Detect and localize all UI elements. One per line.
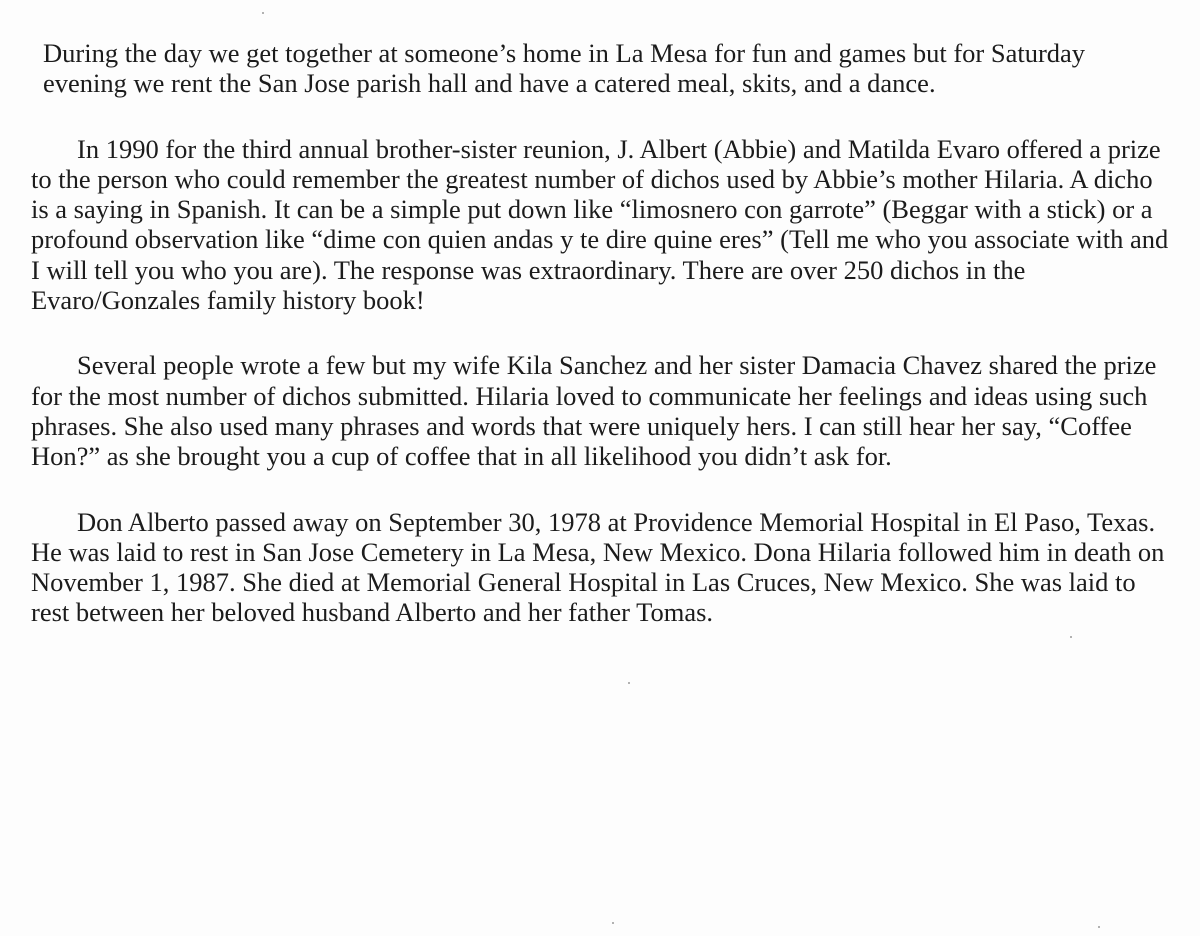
scan-speck: [1098, 926, 1100, 928]
paragraph-passing: Don Alberto passed away on September 30, 1978 at Providence Memorial Hospital in El Paso, Texas. He was laid to rest in San Jose Cemetery in La Mesa, New Mexico. Dona Hilaria followed him in death on November 1, 1987. She died at Memorial General Hospital in Las Cruces, New Mexico. She was laid to rest between her beloved husband Alberto and her father Tomas.: [31, 506, 1165, 628]
paragraph-reunion-activities: During the day we get together at someone’s home in La Mesa for fun and games but for Saturday evening we rent the San Jose parish hall and have a catered meal, skits, and a dance.: [43, 38, 1086, 99]
paragraph-dichos-prize: In 1990 for the third annual brother-sister reunion, J. Albert (Abbie) and Matilda Evaro offered a prize to the person who could remember the greatest number of dichos used by Abbie’s mother Hilaria. A dicho is a saying in Spanish. It can be a simple put down like “limosnero con garrote” (Beggar with a stick) or a profound observation like “dime con quien andas y te dire quine eres” (Tell me who you associate with and I will tell you who you are). The response was extraordinary. There are over 250 dichos in the Evaro/Gonzales family history book!: [31, 133, 1169, 316]
scan-speck: [262, 12, 264, 14]
scan-speck: [1070, 636, 1072, 638]
scan-speck: [612, 922, 614, 924]
document-body: [31, 38, 1171, 628]
paragraph-prize-winners: Several people wrote a few but my wife Kila Sanchez and her sister Damacia Chavez shared the prize for the most number of dichos submitted. Hilaria loved to communicate her feelings and ideas using such phrases. She also used many phrases and words that were uniquely hers. I can still hear her say, “Coffee Hon?” as she brought you a cup of coffee that in all likelihood you didn’t ask for.: [31, 350, 1157, 472]
scan-speck: [628, 682, 630, 684]
